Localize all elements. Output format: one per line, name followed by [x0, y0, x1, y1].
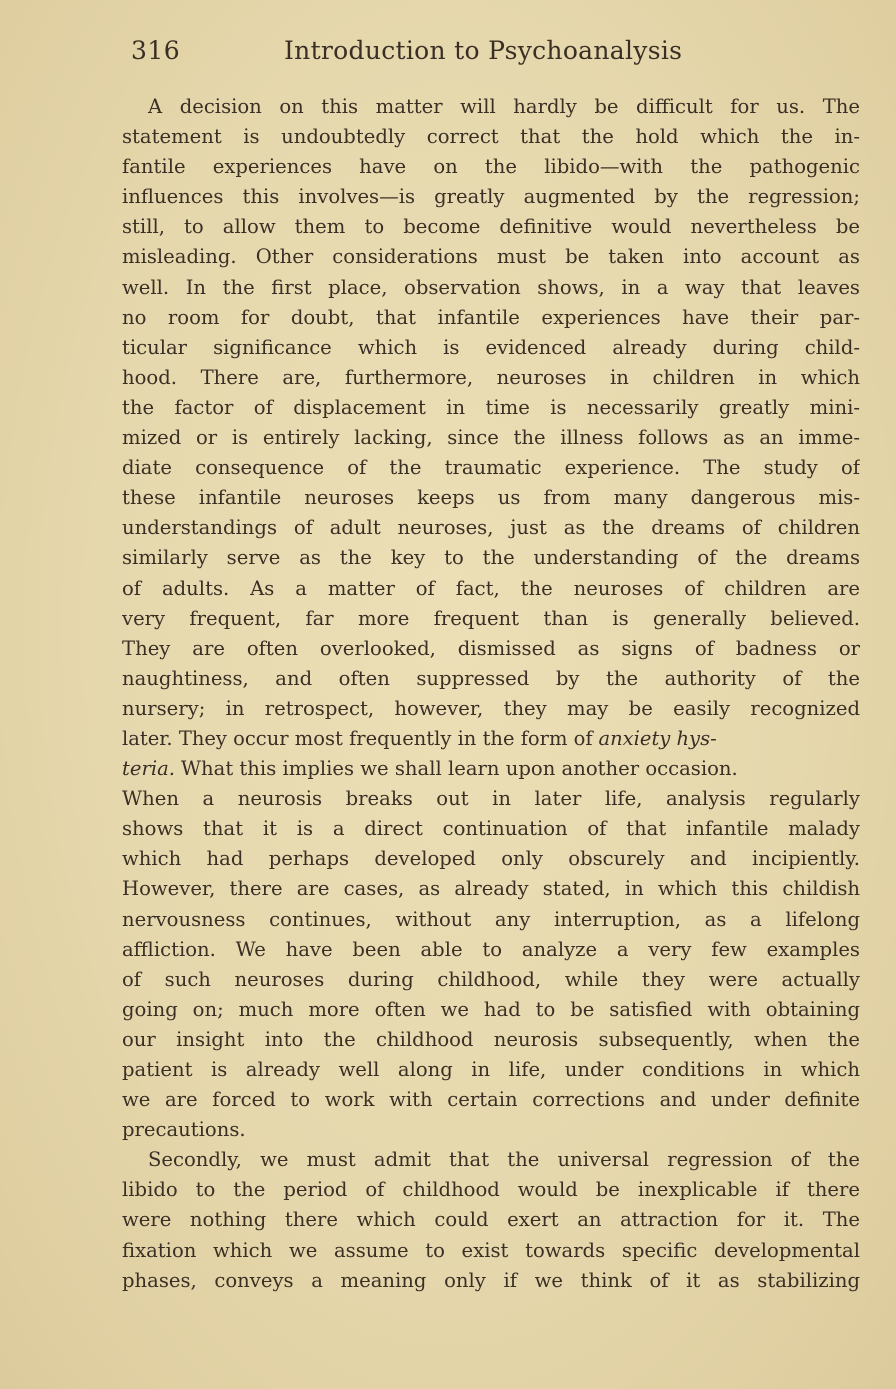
text-line: of such neuroses during childhood, while they were actually [122, 967, 860, 991]
text-line: nervousness continues, without any interruption, as a lifelong [122, 907, 860, 931]
text-line: the factor of displacement in time is necessarily greatly mini- [122, 395, 860, 419]
text-line: diate consequence of the traumatic experience. The study of [122, 456, 860, 480]
text-line: fixation which we assume to exist towards specific developmental [122, 1238, 860, 1262]
text-line-mixed [122, 724, 860, 754]
text-line: we are forced to work with certain corrections and under definite [122, 1088, 860, 1112]
text-line: going on; much more often we had to be satisfied with obtaining [122, 997, 860, 1021]
text-line: similarly serve as the key to the understanding of the dreams [122, 546, 860, 570]
text-line: They are often overlooked, dismissed as signs of badness or [122, 636, 860, 660]
text-line: mized or is entirely lacking, since the illness follows as an imme- [122, 426, 860, 450]
text-line: libido to the period of childhood would be inexplicable if there [122, 1178, 860, 1202]
text-line: naughtiness, and often suppressed by the authority of the [122, 666, 860, 690]
italic-term: anxiety hys- [598, 726, 717, 750]
text-line: A decision on this matter will hardly be difficult for us. The [148, 95, 860, 118]
running-title: Introduction to Psychoanalysis [284, 36, 683, 65]
text-line: misleading. Other considerations must be taken into account as [122, 245, 860, 269]
text-line: nursery; in retrospect, however, they may be easily recognized [122, 696, 860, 720]
text-line: our insight into the childhood neurosis subsequently, when the [122, 1027, 860, 1051]
text-line: statement is undoubtedly correct that the hold which the in- [122, 125, 860, 149]
page-header [131, 36, 851, 76]
page-number: 316 [131, 36, 181, 65]
text-line: phases, conveys a meaning only if we think of it as stabilizing [122, 1268, 860, 1292]
text-line: When a neurosis breaks out in later life, analysis regularly [122, 787, 860, 811]
text-line: which had perhaps developed only obscurely and incipiently. [122, 847, 860, 871]
text-line: very frequent, far more frequent than is generally believed. [122, 606, 860, 630]
text-line: well. In the first place, observation shows, in a way that leaves [122, 275, 860, 299]
text-line: fantile experiences have on the libido—with the pathogenic [122, 155, 860, 179]
italic-term: teria. [122, 757, 176, 781]
text-line: Secondly, we must admit that the universal regression of the [148, 1148, 860, 1172]
text-line: affliction. We have been able to analyze a very few examples [122, 937, 860, 961]
text-line: However, there are cases, as already stated, in which this childish [122, 877, 860, 901]
text-line: hood. There are, furthermore, neuroses in children in which [122, 365, 860, 389]
text-line: shows that it is a direct continuation of that infantile malady [122, 817, 860, 841]
text-line: patient is already well along in life, under conditions in which [122, 1058, 860, 1081]
text-line-mixed [122, 754, 860, 784]
text-line: still, to allow them to become definitive would nevertheless be [122, 215, 860, 239]
text-line: of adults. As a matter of fact, the neuroses of children are [122, 576, 860, 600]
text-line: precautions. [122, 1118, 246, 1142]
text-segment: What this implies we shall learn upon another occasion. [180, 757, 738, 781]
text-line: no room for doubt, that infantile experiences have their par- [122, 305, 860, 329]
text-segment: later. They occur most frequently in the form of [122, 726, 593, 750]
text-line: influences this involves—is greatly augmented by the regression; [122, 185, 860, 209]
text-line: these infantile neuroses keeps us from many dangerous mis- [122, 486, 860, 510]
body-text [122, 92, 860, 1296]
text-line: ticular significance which is evidenced already during child- [122, 335, 860, 359]
text-line: understandings of adult neuroses, just as the dreams of children [122, 516, 860, 540]
text-line: were nothing there which could exert an attraction for it. The [122, 1208, 860, 1232]
